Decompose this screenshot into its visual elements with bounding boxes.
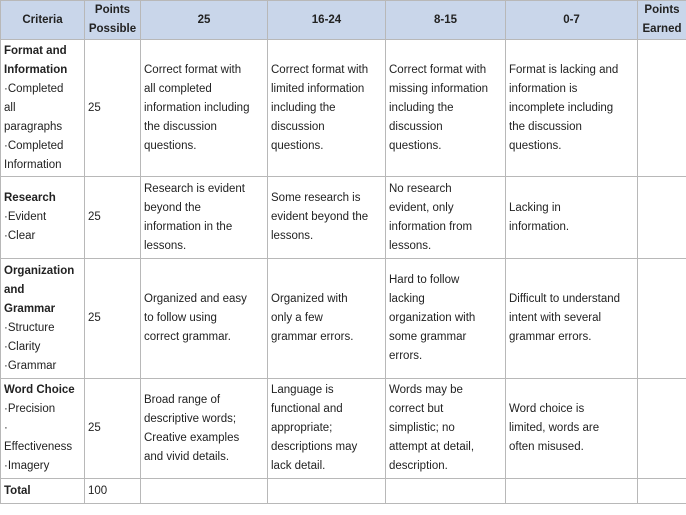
total-label-cell: Total [1, 479, 85, 504]
header-criteria: Criteria [1, 1, 85, 40]
table-row [1, 259, 686, 379]
points-earned-cell[interactable] [638, 40, 686, 177]
level-8-15-cell: Hard to follow lacking organization with some grammar errors. [386, 259, 506, 379]
table-row [1, 40, 686, 177]
points-possible-cell: 25 [85, 177, 141, 259]
criteria-cell: Format and Information ·Completed all paragraphs ·Completed Information [1, 40, 85, 177]
header-level-16-24: 16-24 [268, 1, 386, 40]
criteria-cell: Research ·Evident ·Clear [1, 177, 85, 259]
level-25-cell: Broad range of descriptive words; Creative examples and vivid details. [141, 379, 268, 479]
header-level-0-7: 0-7 [506, 1, 638, 40]
total-points-cell: 100 [85, 479, 141, 504]
empty-cell [386, 479, 506, 504]
level-8-15-cell: No research evident, only information from lessons. [386, 177, 506, 259]
points-earned-cell[interactable] [638, 177, 686, 259]
level-16-24-cell: Correct format with limited information including the discussion questions. [268, 40, 386, 177]
total-row [1, 479, 686, 504]
table-row [1, 379, 686, 479]
level-8-15-cell: Words may be correct but simplistic; no attempt at detail, description. [386, 379, 506, 479]
empty-cell [268, 479, 386, 504]
empty-cell [141, 479, 268, 504]
level-0-7-cell: Word choice is limited, words are often misused. [506, 379, 638, 479]
criteria-cell: Word Choice ·Precision · Effectiveness ·Imagery [1, 379, 85, 479]
total-points-earned-cell[interactable] [638, 479, 686, 504]
header-points-earned: Points Earned [638, 1, 686, 40]
header-level-8-15: 8-15 [386, 1, 506, 40]
level-0-7-cell: Format is lacking and information is incomplete including the discussion questions. [506, 40, 638, 177]
level-25-cell: Organized and easy to follow using correct grammar. [141, 259, 268, 379]
level-16-24-cell: Some research is evident beyond the lessons. [268, 177, 386, 259]
level-25-cell: Correct format with all completed information including the discussion questions. [141, 40, 268, 177]
points-possible-cell: 25 [85, 259, 141, 379]
level-16-24-cell: Language is functional and appropriate; descriptions may lack detail. [268, 379, 386, 479]
points-possible-cell: 25 [85, 40, 141, 177]
table-row [1, 177, 686, 259]
header-row [1, 1, 686, 40]
points-earned-cell[interactable] [638, 379, 686, 479]
level-16-24-cell: Organized with only a few grammar errors. [268, 259, 386, 379]
empty-cell [506, 479, 638, 504]
level-25-cell: Research is evident beyond the information in the lessons. [141, 177, 268, 259]
criteria-cell: Organization and Grammar ·Structure ·Clarity ·Grammar [1, 259, 85, 379]
points-possible-cell: 25 [85, 379, 141, 479]
header-points-possible: Points Possible [85, 1, 141, 40]
level-0-7-cell: Difficult to understand intent with several grammar errors. [506, 259, 638, 379]
level-0-7-cell: Lacking in information. [506, 177, 638, 259]
points-earned-cell[interactable] [638, 259, 686, 379]
header-level-25: 25 [141, 1, 268, 40]
level-8-15-cell: Correct format with missing information including the discussion questions. [386, 40, 506, 177]
